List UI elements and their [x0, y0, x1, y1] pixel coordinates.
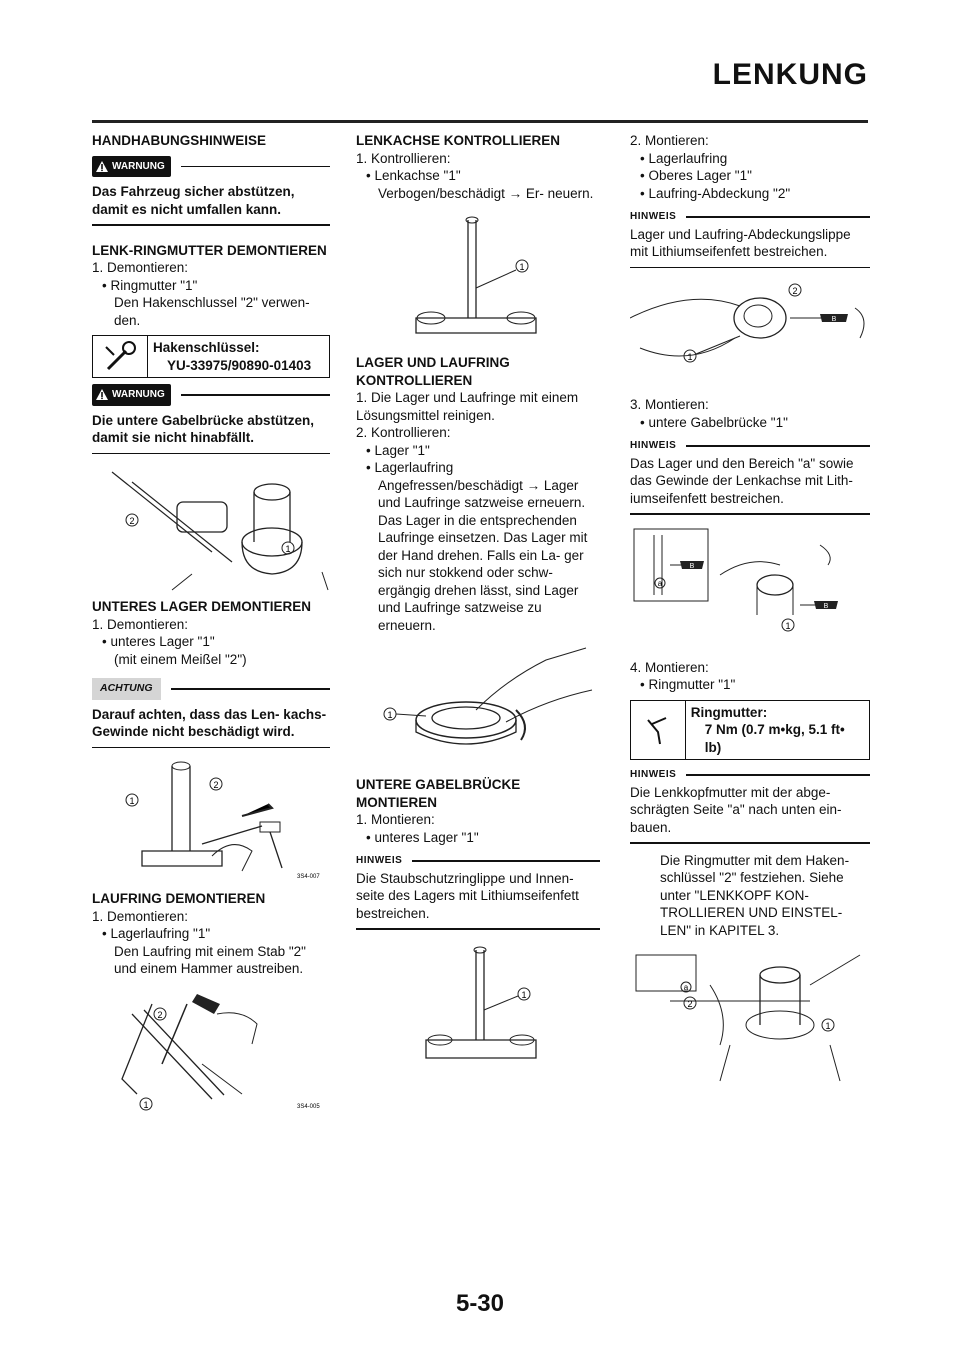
note-banner: [356, 852, 600, 870]
step: 3. Montieren:: [630, 397, 709, 412]
section-title: HANDHABUNGSHINWEISE: [92, 133, 267, 148]
callout-1: 1: [785, 620, 791, 631]
section-title: LENKACHSE KONTROLLIEREN: [356, 133, 561, 148]
section-title: LENK-RINGMUTTER DEMONTIEREN: [92, 242, 327, 258]
figure-bearing-removal: [92, 756, 330, 884]
column-1: [92, 132, 330, 1118]
header-divider: [92, 120, 868, 123]
step: 1. Demontieren:: [92, 908, 189, 924]
callout-a: a: [657, 578, 663, 588]
callout-1: 1: [143, 1099, 149, 1110]
bullet: • untere Gabelbrücke "1": [640, 414, 788, 430]
callout-1: 1: [519, 262, 525, 272]
warning-badge: [92, 384, 171, 406]
note-label: HINWEIS: [356, 855, 403, 866]
section-title: LAGER UND LAUFRING KONTROLLIEREN: [356, 355, 510, 388]
warning-text: Die untere Gabelbrücke abstützen, damit sie nicht hinabfällt.: [92, 412, 315, 445]
callout-1: 1: [521, 989, 527, 1000]
step-text: (mit einem Meißel "2"): [114, 651, 247, 667]
note-text: Die Lenkkopfmutter mit der abge- schrägten Seite "a" nach unten ein- bauen.: [630, 784, 842, 835]
bullet: • Ringmutter "1": [640, 677, 736, 692]
step: 1. Demontieren:: [92, 616, 189, 632]
page-title: LENKUNG: [712, 58, 868, 91]
bullet: • Lagerlaufring: [366, 460, 454, 475]
step-text: Den Laufring mit einem Stab "2" und einem Hammer austreiben.: [114, 943, 306, 976]
tool-value: YU-33975/90890-01403: [167, 357, 312, 373]
warning-badge: [92, 156, 171, 178]
torque-wrench-icon: [631, 701, 686, 760]
step-text: Verbogen/beschädigt → Er- neuern.: [378, 185, 594, 201]
callout-2: 2: [792, 286, 798, 296]
tool-box: [92, 335, 330, 378]
bullet: • unteres Lager "1": [102, 634, 215, 649]
warning-banner: [92, 156, 330, 178]
callout-2: 2: [157, 1009, 163, 1020]
figure-lower-bracket-install: [630, 525, 870, 653]
bullet: • Oberes Lager "1": [640, 168, 752, 183]
step-text: Das Lager in die entsprechenden Laufringe einsetzen. Das Lager mit der Hand drehen. Falls ein La- ger sich nur stokkend oder schw- ergängig drehen lässt, sind Lager und Laufringe satzweise zu erneuern.: [378, 512, 588, 633]
figure-code: 3S4-007: [297, 874, 320, 880]
callout-1: 1: [129, 796, 135, 806]
callout-1: 1: [285, 544, 291, 554]
figure-bearing-check: [356, 640, 600, 770]
caution-badge: ACHTUNG: [92, 678, 161, 700]
callout-2: 2: [213, 780, 219, 790]
note-label: HINWEIS: [630, 211, 677, 222]
step: 2. Montieren:: [630, 133, 709, 148]
step: 2. Kontrollieren:: [356, 425, 451, 440]
callout-a: a: [683, 983, 689, 992]
bullet: • Lagerlaufring "1": [102, 926, 211, 941]
step: 1. Die Lager und Laufringe mit einem Lösungsmittel reinigen.: [356, 390, 579, 423]
figure-ringnut-removal: [92, 462, 330, 592]
note-banner: [630, 437, 870, 455]
warning-icon: [96, 389, 108, 400]
callout-2: 2: [129, 516, 135, 526]
note-text: Lager und Laufring-Abdeckungslippe mit Lithiumseifenfett bestreichen.: [630, 226, 851, 259]
bullet: • Lager "1": [366, 442, 430, 458]
torque-box: [630, 700, 870, 761]
callout-2: 2: [687, 999, 693, 1009]
callout-b: B: [823, 602, 829, 610]
figure-steering-shaft: [356, 208, 600, 348]
callout-b: B: [689, 562, 695, 570]
caution-text: Darauf achten, dass das Len- kachs-Gewinde nicht beschädigt wird.: [92, 706, 327, 739]
section-title: UNTERES LAGER DEMONTIEREN: [92, 599, 312, 614]
bullet: • unteres Lager "1": [366, 829, 479, 845]
page-number: 5-30: [455, 1290, 505, 1317]
note-banner: [630, 766, 870, 784]
column-3: [630, 132, 870, 1091]
step: 1. Demontieren:: [92, 260, 189, 275]
note-label: HINWEIS: [630, 769, 677, 780]
bullet: • Lenkachse "1": [366, 168, 461, 183]
step: 4. Montieren:: [630, 659, 709, 675]
section-title: LAUFRING DEMONTIEREN: [92, 891, 266, 906]
note-label: HINWEIS: [630, 440, 677, 451]
bullet: • Ringmutter "1": [102, 277, 198, 293]
figure-upper-bearing: [630, 278, 870, 390]
warning-banner: [92, 384, 330, 406]
figure-ringnut-install: [630, 945, 870, 1085]
wrench-icon: [93, 336, 148, 377]
warning-icon: [96, 161, 108, 172]
step: 1. Kontrollieren:: [356, 150, 451, 166]
note-text: Das Lager und den Bereich "a" sowie das Gewinde der Lenkachse mit Lith- iumseifenfett bestreichen.: [630, 455, 854, 506]
callout-1: 1: [825, 1021, 831, 1031]
step-text: Die Ringmutter mit dem Haken- schlüssel "2" festziehen. Siehe unter "LENKKOPF KON- TROLLIEREN UND EINSTEL- LEN" in KAPITEL 3.: [660, 852, 850, 938]
warning-text: Das Fahrzeug sicher abstützen, damit es nicht umfallen kann.: [92, 184, 295, 217]
callout-1: 1: [387, 710, 393, 720]
figure-code: 3S4-005: [297, 1103, 320, 1110]
figure-lower-bracket: [356, 940, 600, 1070]
step: 1. Montieren:: [356, 812, 435, 827]
tool-title: Hakenschlüssel:: [153, 340, 260, 355]
bullet: • Laufring-Abdeckung "2": [640, 185, 791, 201]
column-2: [356, 132, 600, 1076]
caution-banner: [92, 678, 330, 700]
callout-1: 1: [687, 352, 693, 362]
callout-b: B: [831, 316, 837, 323]
warning-label: WARNUNG: [112, 389, 165, 400]
step-text: Angefressen/beschädigt → Lager und Laufringe satzweise erneuern.: [378, 477, 586, 510]
section-title: UNTERE GABELBRÜCKE MONTIEREN: [356, 777, 521, 810]
warning-label: WARNUNG: [112, 160, 165, 172]
torque-value: 7 Nm (0.7 m•kg, 5.1 ft• lb): [704, 722, 845, 755]
torque-title: Ringmutter:: [690, 704, 768, 720]
step-text: Den Hakenschlussel "2" verwen- den.: [114, 295, 310, 328]
bullet: • Lagerlaufring: [640, 150, 728, 166]
figure-race-removal: [92, 984, 330, 1112]
note-text: Die Staubschutzringlippe und Innen- seite des Lagers mit Lithiumseifenfett bestreichen.: [356, 870, 579, 921]
note-banner: [630, 208, 870, 226]
